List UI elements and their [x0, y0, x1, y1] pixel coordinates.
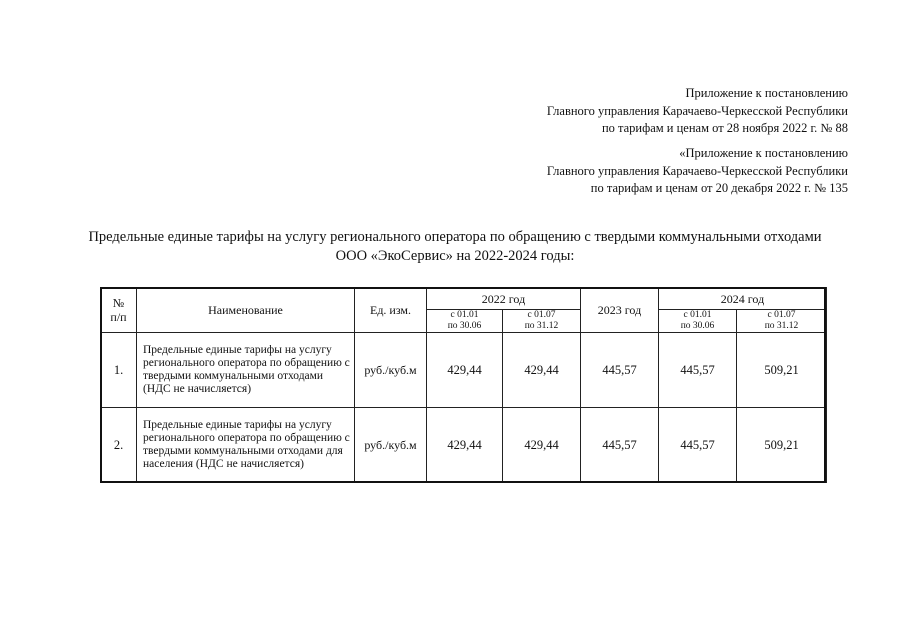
tariff-table — [100, 287, 827, 483]
document-title — [60, 228, 850, 266]
value-2022-h1: 429,44 — [427, 408, 503, 483]
header-name: Наименование — [137, 288, 355, 333]
value-2024-h2: 509,21 — [737, 333, 827, 408]
value-2023: 445,57 — [581, 333, 659, 408]
annex-1-line-2: Главного управления Карачаево-Черкесской Республики — [546, 103, 848, 118]
annex-2-line-2: Главного управления Карачаево-Черкесской Республики — [546, 163, 848, 178]
value-2024-h1: 445,57 — [659, 333, 737, 408]
annex-2-line-3: по тарифам и ценам от 20 декабря 2022 г. № 135 — [590, 181, 848, 195]
period-to: по 30.06 — [680, 321, 715, 331]
value-2022-h2: 429,44 — [503, 408, 581, 483]
row-unit: руб./куб.м — [355, 333, 427, 408]
header-2024-period-1 — [659, 310, 737, 333]
header-2024-period-2 — [737, 310, 827, 333]
value-2023: 445,57 — [581, 408, 659, 483]
annex-header-2 — [428, 145, 848, 198]
period-to: по 30.06 — [447, 321, 482, 331]
annex-1-line-1: Приложение к постановлению — [685, 86, 848, 100]
header-2022-period-1 — [427, 310, 503, 333]
value-2024-h2: 509,21 — [737, 408, 827, 483]
annex-header-1 — [428, 85, 848, 138]
row-unit: руб./куб.м — [355, 408, 427, 483]
period-from: с 01.07 — [527, 310, 556, 320]
period-to: по 31.12 — [764, 321, 799, 331]
header-number-line-2: п/п — [110, 310, 127, 324]
value-2022-h1: 429,44 — [427, 333, 503, 408]
row-number: 1. — [101, 333, 137, 408]
row-name: Предельные единые тарифы на услугу регионального оператора по обращению с твердыми коммунальными отходами для населения (НДС не начисляется) — [137, 408, 355, 483]
period-from: с 01.07 — [767, 310, 796, 320]
header-number-line-1: № — [112, 296, 125, 310]
annex-1-line-3: по тарифам и ценам от 28 ноября 2022 г. № 88 — [601, 121, 848, 135]
table-row — [101, 408, 827, 483]
header-2022-period-2 — [503, 310, 581, 333]
header-number — [101, 288, 137, 333]
document-title-line-2: ООО «ЭкоСервис» на 2022-2024 годы: — [335, 248, 575, 264]
period-from: с 01.01 — [450, 310, 479, 320]
value-2024-h1: 445,57 — [659, 408, 737, 483]
row-number: 2. — [101, 408, 137, 483]
period-from: с 01.01 — [683, 310, 712, 320]
period-to: по 31.12 — [524, 321, 559, 331]
annex-2-line-1: «Приложение к постановлению — [679, 146, 848, 160]
value-2022-h2: 429,44 — [503, 333, 581, 408]
table-row — [101, 333, 827, 408]
row-name: Предельные единые тарифы на услугу регионального оператора по обращению с твердыми коммунальными отходами (НДС не начисляется) — [137, 333, 355, 408]
header-year-2022: 2022 год — [427, 288, 581, 310]
header-unit: Ед. изм. — [355, 288, 427, 333]
document-title-line-1: Предельные единые тарифы на услугу регионального оператора по обращению с твердыми коммунальными отходами — [88, 229, 822, 245]
header-year-2024: 2024 год — [659, 288, 827, 310]
header-year-2023: 2023 год — [581, 288, 659, 333]
